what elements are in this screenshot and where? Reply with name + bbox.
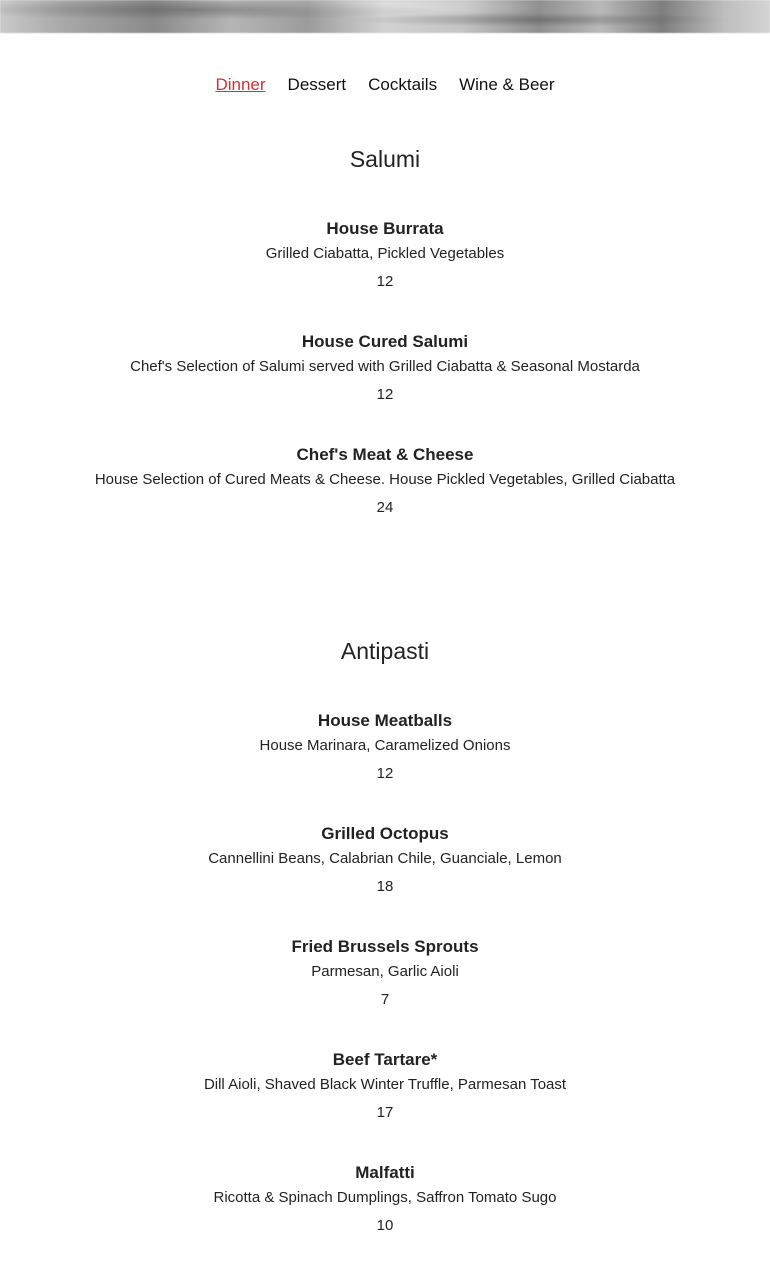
item-price: 12 — [376, 765, 394, 782]
item-price: 7 — [380, 991, 390, 1008]
item-name: Fried Brussels Sprouts — [291, 937, 479, 956]
item-name: House Cured Salumi — [301, 332, 469, 351]
item-price: 24 — [376, 499, 394, 516]
item-name: Grilled Octopus — [321, 824, 449, 843]
section-title-antipasti: Antipasti — [340, 638, 430, 664]
item-price: 10 — [376, 1217, 394, 1234]
item-name: Beef Tartare* — [332, 1050, 438, 1069]
item-name: Chef's Meat & Cheese — [296, 445, 474, 464]
tab-wine-beer[interactable]: Wine & Beer — [459, 75, 555, 94]
item-name: Malfatti — [355, 1163, 415, 1182]
item-description: House Marinara, Caramelized Onions — [259, 737, 511, 754]
item-price: 18 — [376, 878, 394, 895]
tab-dinner[interactable]: Dinner — [215, 75, 266, 94]
item-description: Dill Aioli, Shaved Black Winter Truffle, Parmesan Toast — [203, 1076, 567, 1093]
item-name: House Burrata — [326, 219, 444, 238]
item-name: House Meatballs — [317, 711, 453, 730]
item-price: 17 — [376, 1104, 394, 1121]
tab-cocktails[interactable]: Cocktails — [368, 75, 438, 94]
item-description: Grilled Ciabatta, Pickled Vegetables — [265, 245, 505, 262]
item-description: Chef's Selection of Salumi served with Grilled Ciabatta & Seasonal Mostarda — [130, 358, 640, 375]
hero-image — [0, 0, 770, 33]
menu-item — [0, 1162, 770, 1236]
menu-item — [0, 936, 770, 1010]
menu-item — [0, 444, 770, 518]
item-price: 12 — [376, 273, 394, 290]
item-description: Cannellini Beans, Calabrian Chile, Guanciale, Lemon — [208, 850, 562, 867]
menu-item — [0, 218, 770, 292]
item-description: Parmesan, Garlic Aioli — [311, 963, 459, 980]
menu-item — [0, 331, 770, 405]
menu-item — [0, 1049, 770, 1123]
menu-item — [0, 823, 770, 897]
item-description: House Selection of Cured Meats & Cheese. House Pickled Vegetables, Grilled Ciabatta — [94, 471, 676, 488]
menu-tabs — [0, 74, 770, 98]
tab-dessert[interactable]: Dessert — [287, 75, 347, 94]
section-title-salumi: Salumi — [349, 146, 421, 172]
item-description: Ricotta & Spinach Dumplings, Saffron Tomato Sugo — [213, 1189, 557, 1206]
menu-item — [0, 710, 770, 784]
item-price: 12 — [376, 386, 394, 403]
